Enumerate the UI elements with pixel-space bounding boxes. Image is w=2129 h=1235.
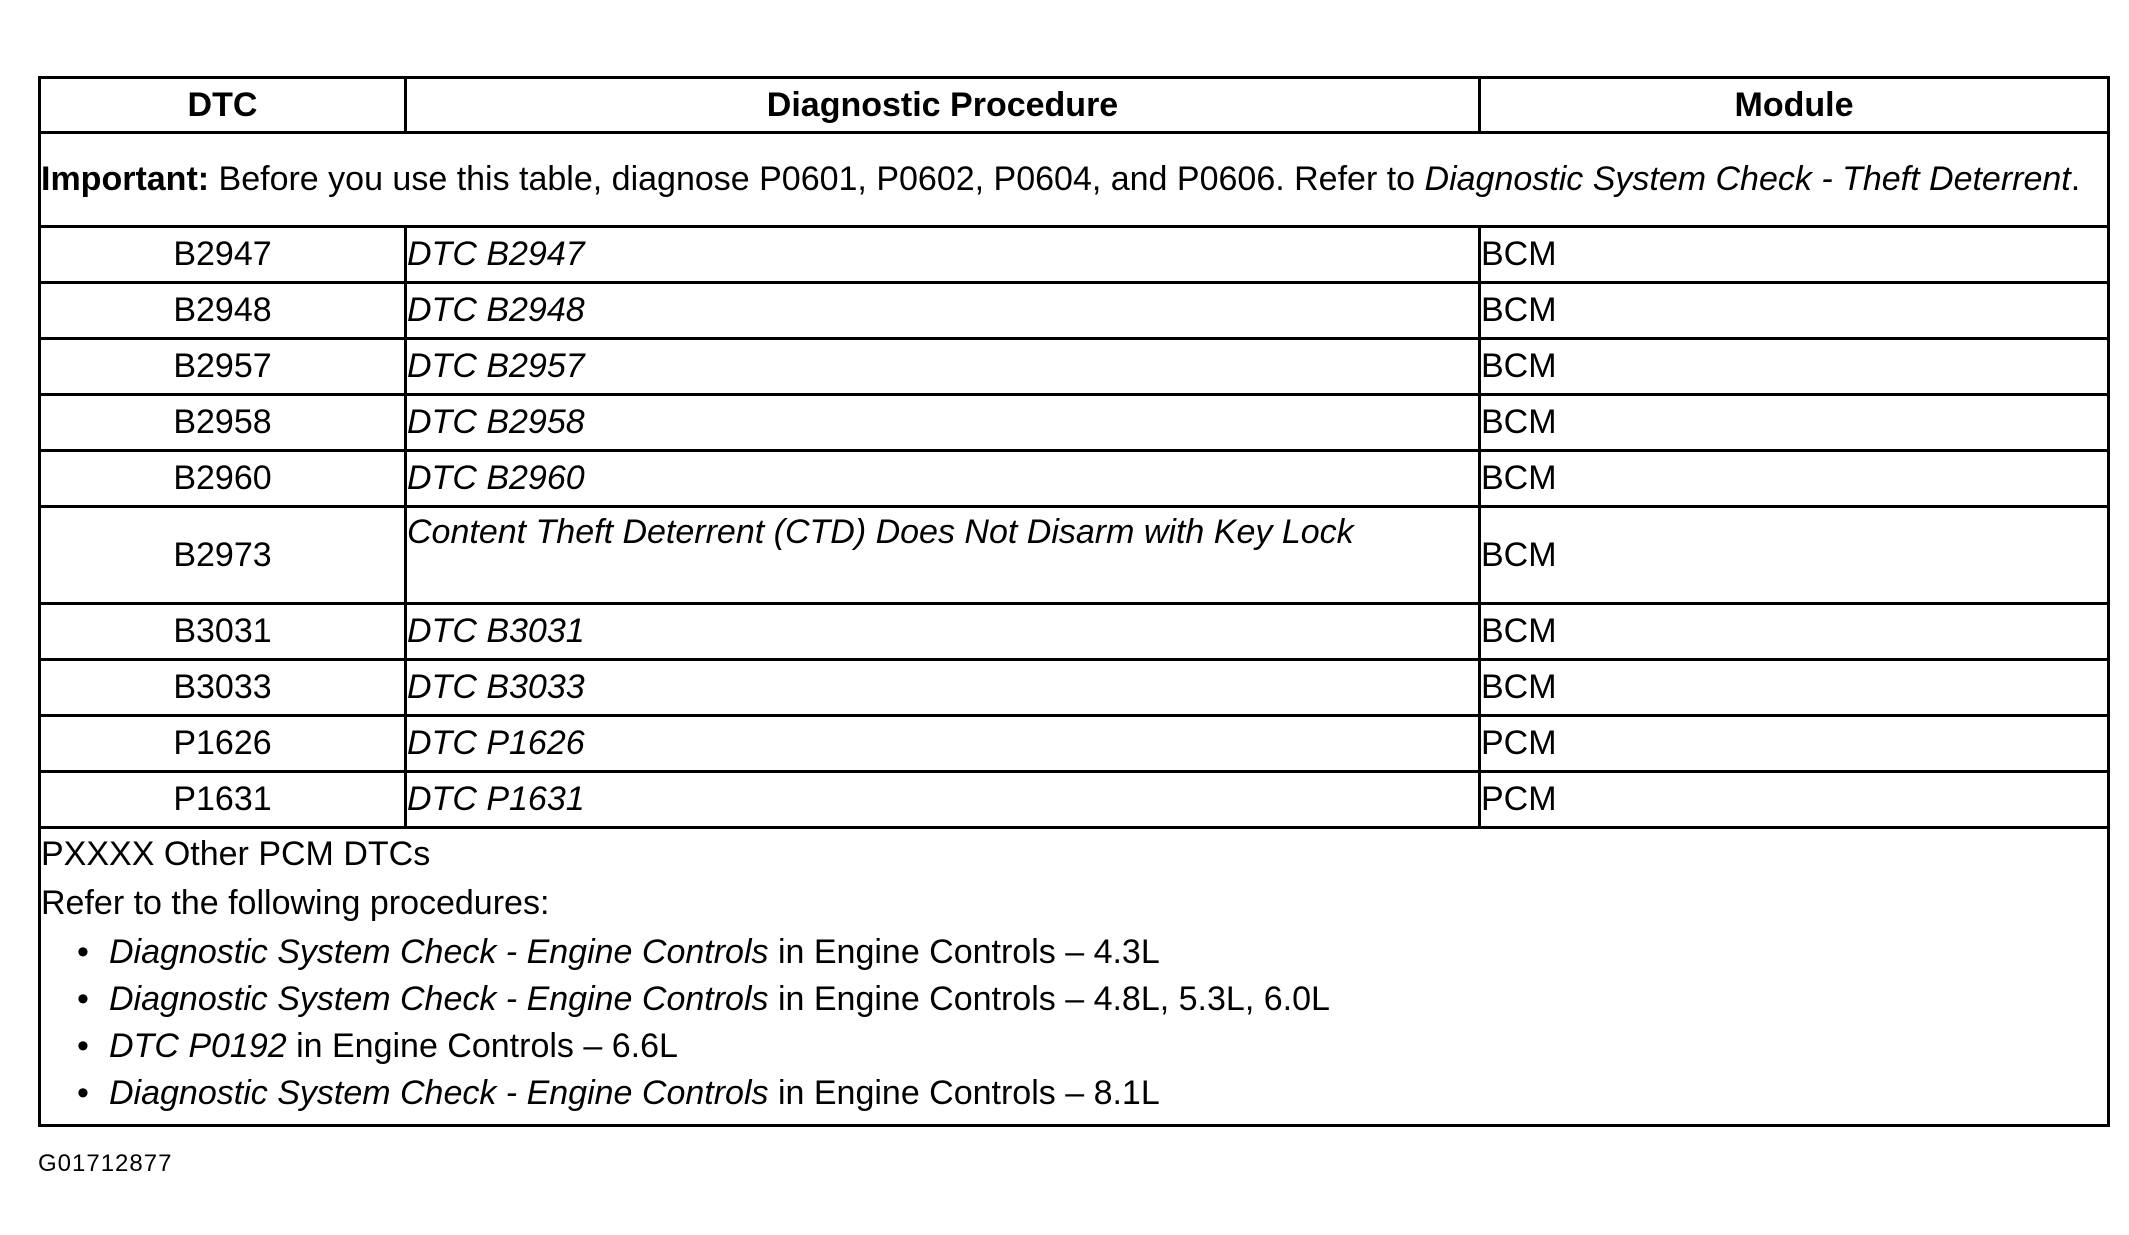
list-item [77,1026,2107,1067]
other-dtcs-row [40,828,2109,1126]
procedure-link[interactable]: Diagnostic System Check - Engine Controls [109,932,769,971]
procedure-link[interactable]: DTC P1626 [406,716,1480,772]
module-name: BCM [1480,660,2109,716]
table-row [40,716,2109,772]
module-name: BCM [1480,451,2109,507]
bullet-icon: • [77,1026,89,1065]
important-row [40,133,2109,227]
table-row [40,395,2109,451]
header-dtc: DTC [40,78,406,133]
module-name: BCM [1480,339,2109,395]
table-row [40,227,2109,283]
dtc-code: B2960 [40,451,406,507]
header-module: Module [1480,78,2109,133]
module-name: BCM [1480,604,2109,660]
table-row [40,660,2109,716]
procedure-link[interactable]: DTC B3031 [406,604,1480,660]
procedure-link[interactable]: DTC P1631 [406,772,1480,828]
module-name: BCM [1480,395,2109,451]
procedure-link[interactable]: Content Theft Deterrent (CTD) Does Not Disarm with Key Lock [406,507,1480,604]
procedure-context: in Engine Controls – 4.8L, 5.3L, 6.0L [768,979,1330,1018]
table-row [40,772,2109,828]
dtc-table [38,76,2110,1127]
bullet-icon: • [77,932,89,971]
table-row [40,507,2109,604]
table-row [40,283,2109,339]
other-dtcs-cell [40,828,2109,1126]
list-item [77,979,2107,1020]
dtc-code: B2947 [40,227,406,283]
procedure-list [41,932,2107,1114]
bullet-icon: • [77,1073,89,1112]
list-item [77,932,2107,973]
module-name: BCM [1480,507,2109,604]
dtc-code: B3033 [40,660,406,716]
figure-id: G01712877 [38,1150,173,1177]
dtc-code: B2958 [40,395,406,451]
important-end: . [2070,160,2081,198]
table-row [40,604,2109,660]
procedure-context: in Engine Controls – 4.3L [768,932,1160,971]
dtc-code: P1631 [40,772,406,828]
procedure-link[interactable]: Diagnostic System Check - Engine Controls [109,979,769,1018]
procedure-link[interactable]: DTC B2957 [406,339,1480,395]
table-row [40,451,2109,507]
dtc-code: P1626 [40,716,406,772]
procedure-context: in Engine Controls – 8.1L [768,1073,1160,1112]
header-procedure: Diagnostic Procedure [406,78,1480,133]
procedure-link[interactable]: DTC B2947 [406,227,1480,283]
dtc-code: B3031 [40,604,406,660]
important-ref: Diagnostic System Check - Theft Deterrent [1424,160,2071,198]
other-dtcs-intro: Refer to the following procedures: [41,883,550,922]
module-name: PCM [1480,716,2109,772]
module-name: BCM [1480,283,2109,339]
important-note [40,133,2109,227]
other-dtcs-title: PXXXX Other PCM DTCs [41,834,431,873]
procedure-link[interactable]: Diagnostic System Check - Engine Controls [109,1073,769,1112]
procedure-link[interactable]: DTC P0192 [109,1026,287,1065]
important-text: Before you use this table, diagnose P0601, P0602, P0604, and P0606. Refer to [209,160,1425,198]
module-name: BCM [1480,227,2109,283]
procedure-link[interactable]: DTC B2958 [406,395,1480,451]
important-label: Important: [41,160,210,198]
list-item [77,1073,2107,1114]
bullet-icon: • [77,979,89,1018]
header-row [40,78,2109,133]
dtc-code: B2957 [40,339,406,395]
procedure-context: in Engine Controls – 6.6L [286,1026,678,1065]
module-name: PCM [1480,772,2109,828]
procedure-link[interactable]: DTC B2948 [406,283,1480,339]
procedure-link[interactable]: DTC B3033 [406,660,1480,716]
dtc-code: B2948 [40,283,406,339]
procedure-link[interactable]: DTC B2960 [406,451,1480,507]
dtc-code: B2973 [40,507,406,604]
table-row [40,339,2109,395]
